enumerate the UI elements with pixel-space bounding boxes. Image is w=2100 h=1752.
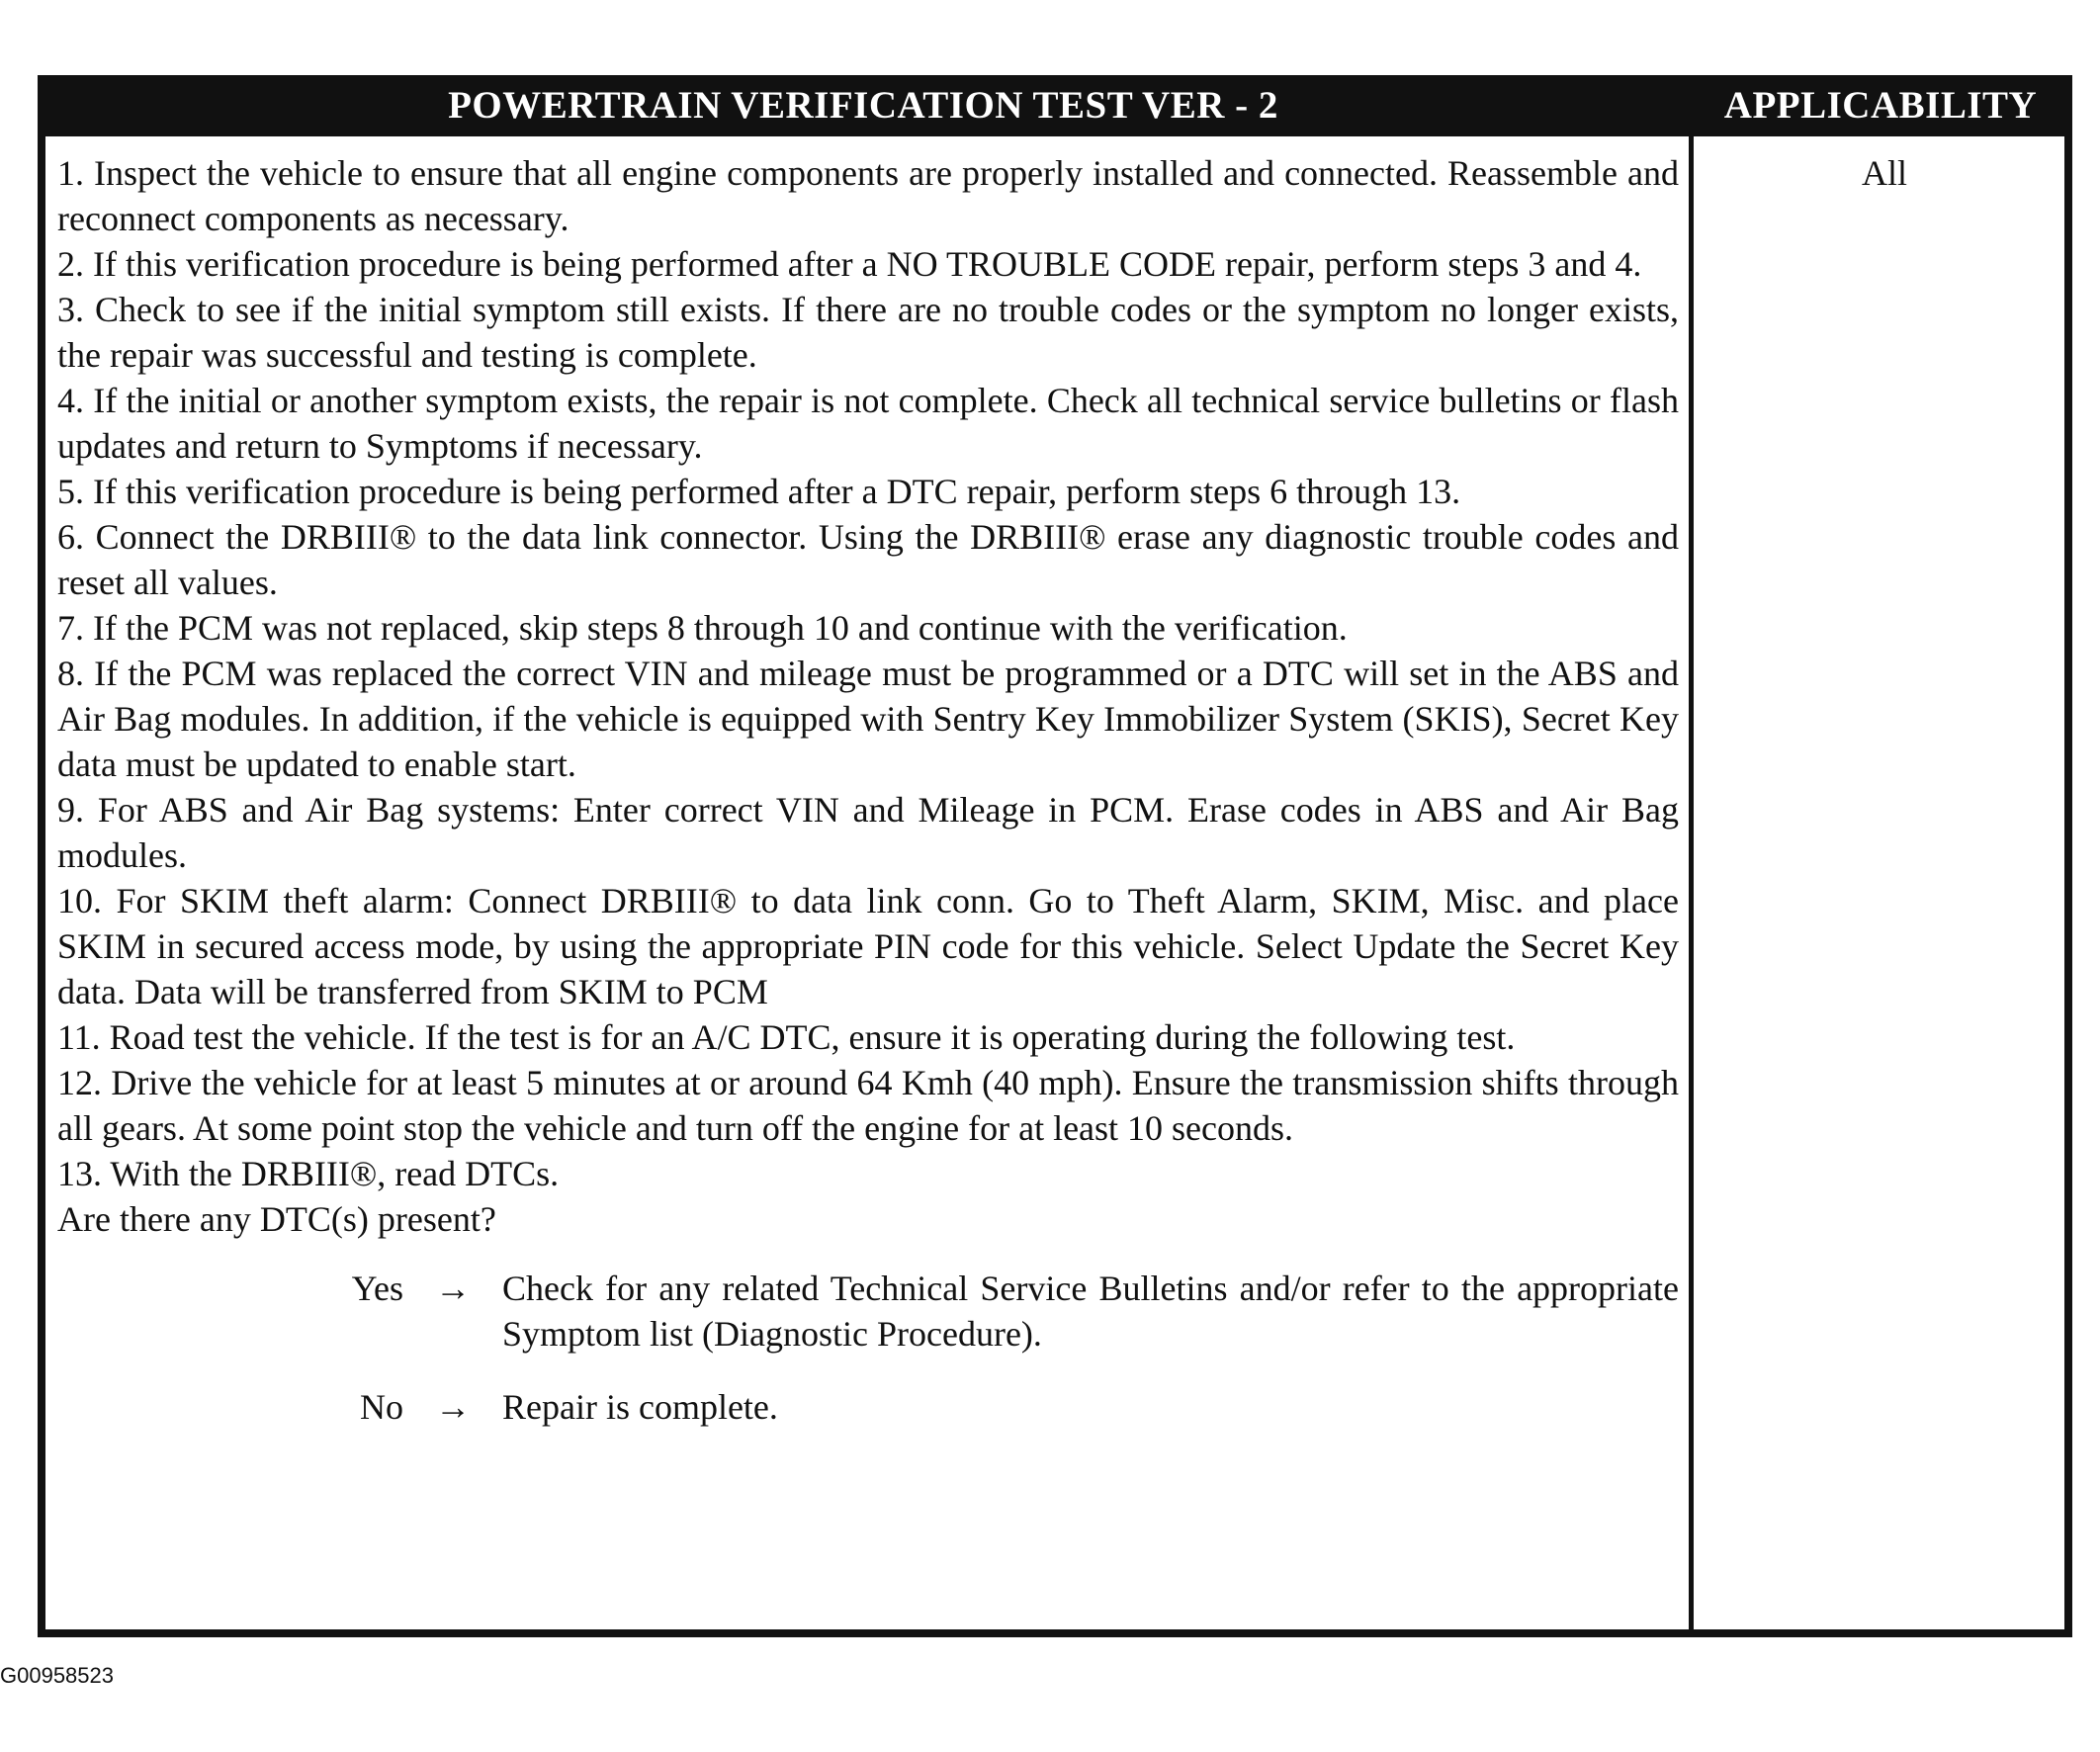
table-header [38, 75, 2072, 136]
answer-no [57, 1384, 1679, 1430]
step-1: 1. Inspect the vehicle to ensure that all engine components are properly installed and connected. Reassemble and reconnect components as necessary. [57, 153, 1679, 238]
step-3: 3. Check to see if the initial symptom still exists. If there are no trouble codes or the symptom no longer exists, the repair was successful and testing is complete. [57, 290, 1679, 375]
table-title: POWERTRAIN VERIFICATION TEST VER - 2 [448, 84, 1278, 127]
answer-yes-text: Check for any related Technical Service Bulletins and/or refer to the appropriate Symptom list (Diagnostic Procedure). [502, 1269, 1679, 1354]
right-arrow-icon: → [435, 1269, 471, 1308]
step-13: 13. With the DRBIII®, read DTCs. [57, 1154, 560, 1193]
step-10: 10. For SKIM theft alarm: Connect DRBIII® to data link conn. Go to Theft Alarm, SKIM, Misc. and place SKIM in secured access mode, by using the appropriate PIN code for this vehicle. Select Update the Secret Key data. Data will be transferred from SKIM to PCM [57, 881, 1679, 1011]
right-arrow-icon: → [435, 1387, 471, 1427]
step-8: 8. If the PCM was replaced the correct VIN and mileage must be programmed or a DTC will set in the ABS and Air Bag modules. In addition, if the vehicle is equipped with Sentry Key Immobilizer System (SKIS), Secret Key data must be updated to enable start. [57, 654, 1679, 784]
verification-test-table [38, 75, 2072, 1637]
procedure-steps [57, 150, 1679, 1457]
answer-yes [57, 1266, 1679, 1357]
step-2: 2. If this verification procedure is being performed after a NO TROUBLE CODE repair, perform steps 3 and 4. [57, 244, 1642, 284]
step-9: 9. For ABS and Air Bag systems: Enter correct VIN and Mileage in PCM. Erase codes in ABS and Air Bag modules. [57, 790, 1679, 875]
step-7: 7. If the PCM was not replaced, skip steps 8 through 10 and continue with the verification. [57, 608, 1348, 648]
step-11: 11. Road test the vehicle. If the test is for an A/C DTC, ensure it is operating during the following test. [57, 1017, 1516, 1057]
dtc-question: Are there any DTC(s) present? [57, 1199, 496, 1239]
applicability-value: All [1861, 153, 1907, 193]
figure-id: G00958523 [0, 1663, 114, 1688]
answer-no-text: Repair is complete. [502, 1387, 778, 1427]
applicability-header: APPLICABILITY [1723, 84, 2038, 127]
step-4: 4. If the initial or another symptom exists, the repair is not complete. Check all technical service bulletins or flash updates and return to Symptoms if necessary. [57, 381, 1679, 466]
answer-no-label: No [360, 1387, 403, 1427]
step-5: 5. If this verification procedure is being performed after a DTC repair, perform steps 6 through 13. [57, 472, 1461, 511]
step-6: 6. Connect the DRBIII® to the data link connector. Using the DRBIII® erase any diagnostic trouble codes and reset all values. [57, 517, 1679, 602]
answer-yes-label: Yes [351, 1269, 403, 1308]
answer-list [57, 1266, 1679, 1430]
step-12: 12. Drive the vehicle for at least 5 minutes at or around 64 Kmh (40 mph). Ensure the transmission shifts through all gears. At some point stop the vehicle and turn off the engine for at least 10 seconds. [57, 1063, 1679, 1148]
column-divider [1689, 136, 1694, 1629]
